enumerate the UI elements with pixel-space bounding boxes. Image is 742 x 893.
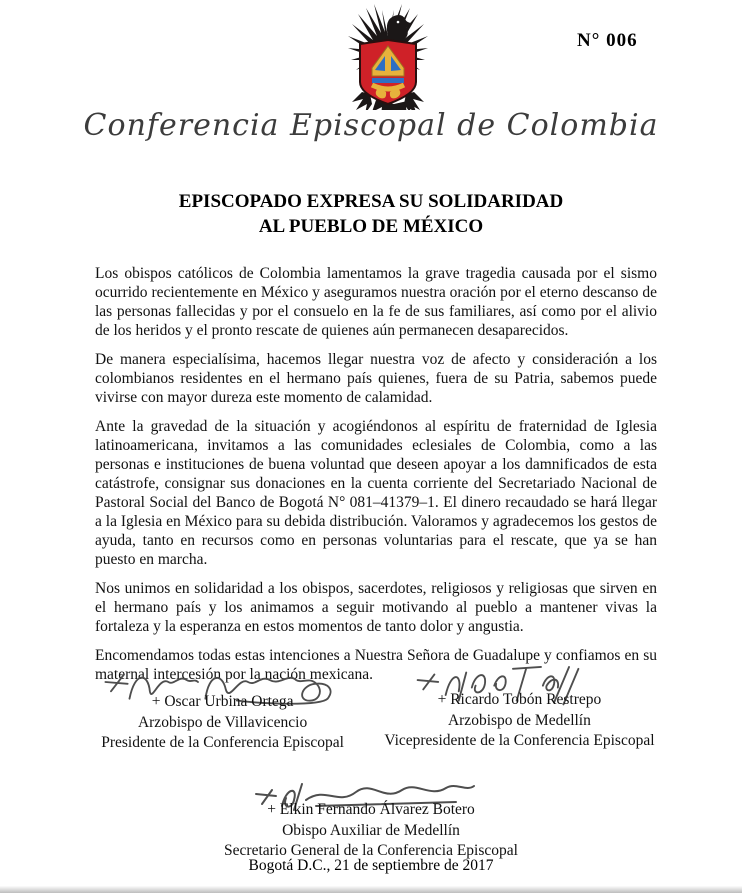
document-title-line2: AL PUEBLO DE MÉXICO <box>258 216 484 237</box>
dateline: Bogotá D.C., 21 de septiembre de 2017 <box>248 857 494 874</box>
paragraph: Ante la gravedad de la situación y acogiéndonos al espíritu de fraternidad de Iglesia latinoamericana, invitamos a las comunidades eclesiales de Colombia, como a las personas e instituciones de buena voluntad que deseen apoyar a los damnificados de esta catástrofe, consignar sus donaciones en la cuenta corriente del Secretariado Nacional de Pastoral Social del Banco de Bogotá N° 081–41379–1. El dinero recaudado se hará llegar a la Iglesia en México para su debida distribución. Valoramos y agradecemos los gestos de ayuda, tanto en recursos como en personas voluntarias para el rescate, que ya se han puesto en marcha. <box>95 418 657 568</box>
signer-name: + Ricardo Tobón Restrepo <box>437 691 602 708</box>
paragraph: De manera especialísima, hacemos llegar nuestra voz de afecto y consideración a los colombianos residentes en el hermano país quienes, fuera de su Patria, sabemos puede vivirse con mayor dureza este momento de calamidad. <box>95 351 657 406</box>
signatures-row <box>80 656 662 754</box>
paragraph: Nos unimos en solidaridad a los obispos, sacerdotes, religiosos y religiosas que sirven en el hermano país y los animamos a seguir motivando al pueblo a mantener vivas la fortaleza y la esperanza en estos momentos de tanto dolor y angustia. <box>95 580 657 635</box>
document-title <box>0 189 742 239</box>
signer-role: Arzobispo de Villavicencio <box>137 713 308 731</box>
signer-name: + Elkin Fernando Álvarez Botero <box>267 801 475 818</box>
signature-block-vicepresident <box>377 656 662 754</box>
signer-role: Presidente de la Conferencia Episcopal <box>101 734 344 751</box>
paragraph: Encomendamos todas estas intenciones a Nuestra Señora de Guadalupe y confiamos en su maternal intercesión por la nación mexicana. <box>95 647 657 683</box>
organization-name: Conferencia Episcopal de Colombia <box>83 108 659 143</box>
document-title-line1: EPISCOPADO EXPRESA SU SOLIDARIDAD <box>178 191 564 212</box>
episcopal-conference-crest-icon <box>338 0 438 110</box>
signer-role: Obispo Auxiliar de Medellín <box>282 821 460 839</box>
signer-name: + Oscar Urbina Ortega <box>151 693 294 710</box>
letter-body <box>95 264 657 694</box>
paragraph: Los obispos católicos de Colombia lamentamos la grave tragedia causada por el sismo ocurrido recientemente en México y aseguramos nuestra oración por el eterno descanso de las personas fallecidas y por el consuelo en la fe de sus familiares, así como por el alivio de los heridos y el pronto rescate de quienes aún permanecen desaparecidos. <box>95 265 657 339</box>
document-number: N° 006 <box>577 30 638 51</box>
signer-role: Vicepresidente de la Conferencia Episcopal <box>384 732 655 749</box>
signer-role: Arzobispo de Medellín <box>447 711 591 729</box>
signature-block-secretary <box>0 776 742 862</box>
signer-role: Secretario General de la Conferencia Episcopal <box>224 842 518 859</box>
page-bottom-edge <box>0 886 742 893</box>
signature-block-president <box>80 656 365 754</box>
